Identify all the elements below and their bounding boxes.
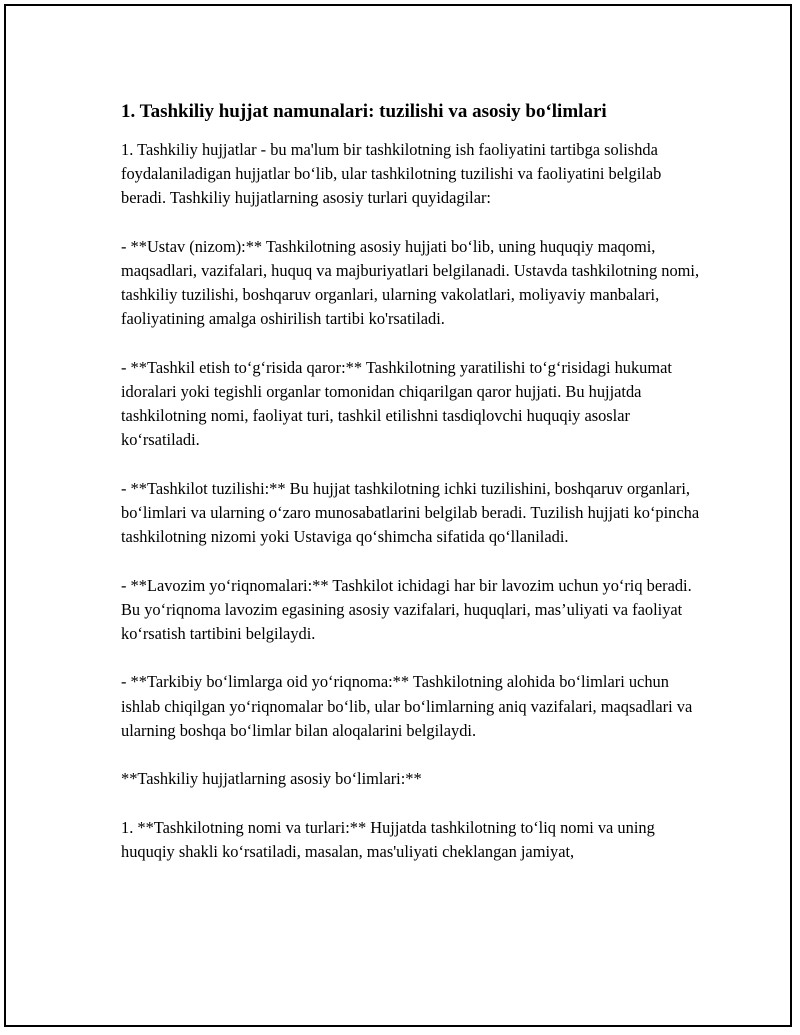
paragraph-tarkibiy: - **Tarkibiy bo‘limlarga oid yo‘riqnoma:** Tashkilotning alohida bo‘limlari uchun ishlab chiqilgan yo‘riqnomalar bo‘lib, ular bo‘limlarning aniq vazifalari, maqsadlari va ularning boshqa bo‘limlar bilan aloqalarini belgilaydi. [121, 672, 693, 740]
document-body [121, 100, 701, 888]
paragraph-nomi: 1. **Tashkilotning nomi va turlari:** Hujjatda tashkilotning to‘liq nomi va uning huquqiy shakli ko‘rsatiladi, masalan, mas'uliyati cheklangan jamiyat, [121, 817, 655, 861]
document-title: 1. Tashkiliy hujjat namunalari: tuzilishi va asosiy bo‘limlari [121, 101, 607, 122]
paragraph-qaror: - **Tashkil etish to‘g‘risida qaror:** Tashkilotning yaratilishi to‘g‘risidagi hukumat idoralari yoki tegishli organlar tomonidan chiqarilgan qaror hujjati. Bu hujjatda tashkilotning nomi, faoliyat turi, tashkil etilishni tasdiqlovchi huquqiy asoslar ko‘rsatiladi. [121, 357, 672, 450]
section-heading-bolimlar: **Tashkiliy hujjatlarning asosiy bo‘limlari:** [121, 769, 422, 789]
paragraph-ustav: - **Ustav (nizom):** Tashkilotning asosiy hujjati bo‘lib, uning huquqiy maqomi, maqsadlari, vazifalari, huquq va majburiyatlari belgilanadi. Ustavda tashkilotning nomi, tashkiliy tuzilishi, boshqaruv organlari, ularning vakolatlari, moliyaviy manbalari, faoliyatining amalga oshirilish tartibi ko'rsatiladi. [121, 236, 700, 329]
document-page [4, 4, 792, 1027]
paragraph-tuzilish: - **Tashkilot tuzilishi:** Bu hujjat tashkilotning ichki tuzilishini, boshqaruv organlari, bo‘limlari va ularning o‘zaro munosabatlarini belgilab beradi. Tuzilish hujjati ko‘pincha tashkilotning nizomi yoki Ustaviga qo‘shimcha sifatida qo‘llaniladi. [121, 478, 700, 547]
paragraph-lavozim: - **Lavozim yo‘riqnomalari:** Tashkilot ichidagi har bir lavozim uchun yo‘riq beradi. Bu yo‘riqnoma lavozim egasining asosiy vazifalari, huquqlari, mas’uliyati va faoliyat ko‘rsatish tartibini belgilaydi. [121, 575, 692, 643]
paragraph-intro: 1. Tashkiliy hujjatlar - bu ma'lum bir tashkilotning ish faoliyatini tartibga solishda foydalaniladigan hujjatlar bo‘lib, ular tashkilotning tuzilishi va faoliyatini belgilab beradi. Tashkiliy hujjatlarning asosiy turlari quyidagilar: [121, 140, 662, 208]
